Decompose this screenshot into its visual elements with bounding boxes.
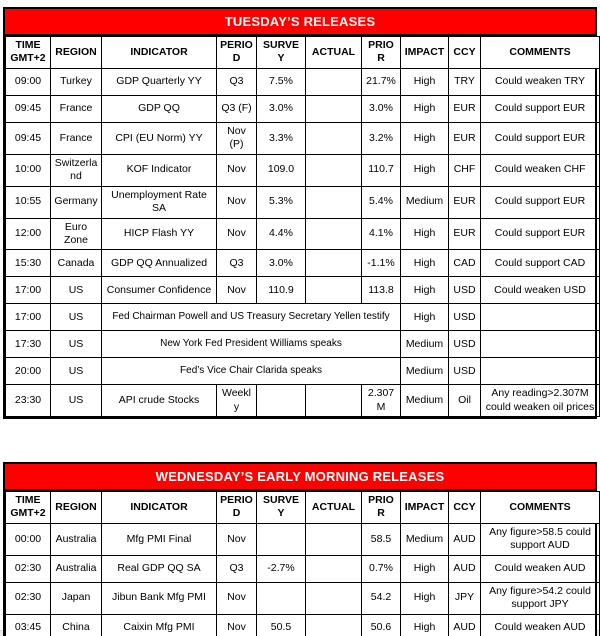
column-header-prior: PRIOR bbox=[362, 37, 401, 69]
cell-prior: 58.5 bbox=[362, 523, 401, 555]
cell-region: Germany bbox=[51, 186, 102, 218]
cell-ccy: AUD bbox=[449, 614, 481, 636]
cell-indicator: GDP Quarterly YY bbox=[102, 68, 217, 95]
cell-time: 00:00 bbox=[6, 523, 51, 555]
cell-period: Nov bbox=[217, 154, 257, 186]
cell-prior: 21.7% bbox=[362, 68, 401, 95]
tuesday-banner-title: TUESDAY’S RELEASES bbox=[224, 14, 376, 29]
cell-indicator: New York Fed President Williams speaks bbox=[102, 331, 401, 358]
cell-impact: High bbox=[401, 555, 449, 582]
table-row bbox=[6, 614, 600, 636]
cell-region: Switzerland bbox=[51, 154, 102, 186]
cell-period: Nov bbox=[217, 277, 257, 304]
cell-ccy: AUD bbox=[449, 523, 481, 555]
cell-time: 15:30 bbox=[6, 250, 51, 277]
cell-survey: 3.0% bbox=[257, 250, 306, 277]
cell-indicator: HICP Flash YY bbox=[102, 218, 217, 250]
cell-actual bbox=[306, 250, 362, 277]
cell-region: Turkey bbox=[51, 68, 102, 95]
table-row bbox=[6, 186, 600, 218]
cell-indicator: Real GDP QQ SA bbox=[102, 555, 217, 582]
cell-region: US bbox=[51, 277, 102, 304]
cell-prior: 110.7 bbox=[362, 154, 401, 186]
column-header-actual: ACTUAL bbox=[306, 492, 362, 524]
cell-actual bbox=[306, 154, 362, 186]
cell-actual bbox=[306, 277, 362, 304]
cell-ccy: USD bbox=[449, 277, 481, 304]
cell-region: Euro Zone bbox=[51, 218, 102, 250]
cell-survey: 5.3% bbox=[257, 186, 306, 218]
cell-period: Q3 bbox=[217, 555, 257, 582]
cell-impact: Medium bbox=[401, 358, 449, 385]
table-row bbox=[6, 95, 600, 122]
column-header-row bbox=[6, 492, 600, 524]
table-row bbox=[6, 250, 600, 277]
column-header-indicator: INDICATOR bbox=[102, 492, 217, 524]
column-header-ccy: CCY bbox=[449, 37, 481, 69]
cell-time: 23:30 bbox=[6, 385, 51, 417]
cell-indicator: API crude Stocks bbox=[102, 385, 217, 417]
cell-ccy: EUR bbox=[449, 122, 481, 154]
cell-time: 02:30 bbox=[6, 582, 51, 614]
column-header-region: REGION bbox=[51, 492, 102, 524]
cell-actual bbox=[306, 582, 362, 614]
table-row bbox=[6, 385, 600, 417]
cell-actual bbox=[306, 523, 362, 555]
cell-comments: Could support EUR bbox=[481, 186, 600, 218]
cell-region: Canada bbox=[51, 250, 102, 277]
cell-ccy: USD bbox=[449, 358, 481, 385]
cell-indicator: Jibun Bank Mfg PMI bbox=[102, 582, 217, 614]
cell-region: Australia bbox=[51, 523, 102, 555]
cell-impact: High bbox=[401, 277, 449, 304]
cell-prior: 2.307M bbox=[362, 385, 401, 417]
cell-actual bbox=[306, 385, 362, 417]
table-row bbox=[6, 122, 600, 154]
column-header-actual: ACTUAL bbox=[306, 37, 362, 69]
cell-ccy: EUR bbox=[449, 218, 481, 250]
cell-survey: 110.9 bbox=[257, 277, 306, 304]
cell-impact: Medium bbox=[401, 186, 449, 218]
cell-ccy: Oil bbox=[449, 385, 481, 417]
column-header-survey: SURVEY bbox=[257, 492, 306, 524]
cell-impact: High bbox=[401, 582, 449, 614]
cell-period: Nov bbox=[217, 218, 257, 250]
cell-region: US bbox=[51, 304, 102, 331]
cell-region: France bbox=[51, 95, 102, 122]
cell-comments: Could support EUR bbox=[481, 122, 600, 154]
wednesday-releases-table bbox=[5, 491, 600, 636]
wednesday-banner bbox=[5, 464, 595, 491]
cell-region: US bbox=[51, 358, 102, 385]
cell-survey: 4.4% bbox=[257, 218, 306, 250]
tuesday-banner bbox=[5, 9, 595, 36]
column-header-comments: COMMENTS bbox=[481, 37, 600, 69]
cell-actual bbox=[306, 68, 362, 95]
cell-period: Nov (P) bbox=[217, 122, 257, 154]
cell-time: 09:45 bbox=[6, 122, 51, 154]
cell-prior: 4.1% bbox=[362, 218, 401, 250]
table-row bbox=[6, 68, 600, 95]
cell-time: 10:55 bbox=[6, 186, 51, 218]
cell-indicator: Fed’s Vice Chair Clarida speaks bbox=[102, 358, 401, 385]
cell-prior: -1.1% bbox=[362, 250, 401, 277]
cell-survey: 7.5% bbox=[257, 68, 306, 95]
cell-period: Weekly bbox=[217, 385, 257, 417]
cell-prior: 3.0% bbox=[362, 95, 401, 122]
table-row bbox=[6, 154, 600, 186]
cell-impact: High bbox=[401, 95, 449, 122]
cell-ccy: JPY bbox=[449, 582, 481, 614]
table-row bbox=[6, 218, 600, 250]
cell-comments: Could support CAD bbox=[481, 250, 600, 277]
cell-survey: 3.3% bbox=[257, 122, 306, 154]
cell-time: 17:30 bbox=[6, 331, 51, 358]
cell-impact: High bbox=[401, 154, 449, 186]
cell-indicator: GDP QQ bbox=[102, 95, 217, 122]
cell-comments: Any reading>2.307M could weaken oil prices bbox=[481, 385, 600, 417]
table-row bbox=[6, 582, 600, 614]
cell-comments: Could weaken TRY bbox=[481, 68, 600, 95]
table-row bbox=[6, 523, 600, 555]
cell-survey bbox=[257, 582, 306, 614]
cell-actual bbox=[306, 95, 362, 122]
cell-comments: Could weaken AUD bbox=[481, 614, 600, 636]
column-header-impact: IMPACT bbox=[401, 492, 449, 524]
cell-comments: Could support EUR bbox=[481, 218, 600, 250]
cell-prior: 54.2 bbox=[362, 582, 401, 614]
column-header-prior: PRIOR bbox=[362, 492, 401, 524]
table-row bbox=[6, 555, 600, 582]
column-header-time: TIME GMT+2 bbox=[6, 37, 51, 69]
cell-period: Q3 bbox=[217, 250, 257, 277]
cell-ccy: TRY bbox=[449, 68, 481, 95]
cell-time: 10:00 bbox=[6, 154, 51, 186]
cell-comments: Any figure>54.2 could support JPY bbox=[481, 582, 600, 614]
cell-impact: High bbox=[401, 614, 449, 636]
cell-ccy: AUD bbox=[449, 555, 481, 582]
column-header-indicator: INDICATOR bbox=[102, 37, 217, 69]
cell-ccy: CAD bbox=[449, 250, 481, 277]
cell-region: US bbox=[51, 385, 102, 417]
cell-comments: Could weaken USD bbox=[481, 277, 600, 304]
cell-survey: 50.5 bbox=[257, 614, 306, 636]
column-header-impact: IMPACT bbox=[401, 37, 449, 69]
cell-impact: Medium bbox=[401, 523, 449, 555]
column-header-period: PERIOD bbox=[217, 492, 257, 524]
cell-comments bbox=[481, 358, 600, 385]
cell-prior: 3.2% bbox=[362, 122, 401, 154]
cell-ccy: USD bbox=[449, 304, 481, 331]
cell-indicator: KOF Indicator bbox=[102, 154, 217, 186]
cell-impact: High bbox=[401, 304, 449, 331]
cell-comments: Could weaken CHF bbox=[481, 154, 600, 186]
cell-indicator: Unemployment Rate SA bbox=[102, 186, 217, 218]
cell-actual bbox=[306, 555, 362, 582]
cell-period: Q3 (F) bbox=[217, 95, 257, 122]
cell-time: 12:00 bbox=[6, 218, 51, 250]
cell-comments bbox=[481, 304, 600, 331]
table-row bbox=[6, 304, 600, 331]
cell-comments bbox=[481, 331, 600, 358]
cell-ccy: USD bbox=[449, 331, 481, 358]
cell-survey: -2.7% bbox=[257, 555, 306, 582]
cell-time: 09:45 bbox=[6, 95, 51, 122]
tuesday-releases-table bbox=[5, 36, 600, 417]
cell-prior: 50.6 bbox=[362, 614, 401, 636]
cell-actual bbox=[306, 122, 362, 154]
cell-prior: 5.4% bbox=[362, 186, 401, 218]
cell-indicator: Fed Chairman Powell and US Treasury Secretary Yellen testify bbox=[102, 304, 401, 331]
table-row bbox=[6, 358, 600, 385]
cell-ccy: CHF bbox=[449, 154, 481, 186]
cell-region: France bbox=[51, 122, 102, 154]
column-header-survey: SURVEY bbox=[257, 37, 306, 69]
cell-indicator: Caixin Mfg PMI bbox=[102, 614, 217, 636]
cell-impact: High bbox=[401, 250, 449, 277]
cell-region: Australia bbox=[51, 555, 102, 582]
cell-survey: 3.0% bbox=[257, 95, 306, 122]
cell-prior: 113.8 bbox=[362, 277, 401, 304]
cell-impact: High bbox=[401, 68, 449, 95]
cell-time: 20:00 bbox=[6, 358, 51, 385]
cell-indicator: Mfg PMI Final bbox=[102, 523, 217, 555]
cell-indicator: CPI (EU Norm) YY bbox=[102, 122, 217, 154]
cell-impact: High bbox=[401, 218, 449, 250]
tuesday-releases-section bbox=[3, 7, 597, 419]
cell-time: 17:00 bbox=[6, 277, 51, 304]
cell-time: 02:30 bbox=[6, 555, 51, 582]
column-header-time: TIME GMT+2 bbox=[6, 492, 51, 524]
wednesday-releases-section bbox=[3, 462, 597, 636]
wednesday-banner-title: WEDNESDAY’S EARLY MORNING RELEASES bbox=[155, 469, 445, 484]
cell-region: US bbox=[51, 331, 102, 358]
cell-actual bbox=[306, 614, 362, 636]
cell-period: Nov bbox=[217, 186, 257, 218]
cell-period: Nov bbox=[217, 582, 257, 614]
cell-region: Japan bbox=[51, 582, 102, 614]
cell-time: 03:45 bbox=[6, 614, 51, 636]
cell-period: Q3 bbox=[217, 68, 257, 95]
cell-impact: Medium bbox=[401, 385, 449, 417]
cell-survey bbox=[257, 523, 306, 555]
cell-region: China bbox=[51, 614, 102, 636]
cell-impact: High bbox=[401, 122, 449, 154]
cell-time: 09:00 bbox=[6, 68, 51, 95]
cell-actual bbox=[306, 218, 362, 250]
column-header-ccy: CCY bbox=[449, 492, 481, 524]
cell-ccy: EUR bbox=[449, 186, 481, 218]
cell-impact: Medium bbox=[401, 331, 449, 358]
cell-comments: Could weaken AUD bbox=[481, 555, 600, 582]
cell-period: Nov bbox=[217, 614, 257, 636]
cell-survey bbox=[257, 385, 306, 417]
cell-ccy: EUR bbox=[449, 95, 481, 122]
column-header-comments: COMMENTS bbox=[481, 492, 600, 524]
cell-period: Nov bbox=[217, 523, 257, 555]
column-header-row bbox=[6, 37, 600, 69]
cell-indicator: GDP QQ Annualized bbox=[102, 250, 217, 277]
cell-time: 17:00 bbox=[6, 304, 51, 331]
cell-actual bbox=[306, 186, 362, 218]
column-header-period: PERIOD bbox=[217, 37, 257, 69]
cell-comments: Could support EUR bbox=[481, 95, 600, 122]
table-row bbox=[6, 331, 600, 358]
table-row bbox=[6, 277, 600, 304]
cell-prior: 0.7% bbox=[362, 555, 401, 582]
cell-comments: Any figure>58.5 could support AUD bbox=[481, 523, 600, 555]
cell-survey: 109.0 bbox=[257, 154, 306, 186]
cell-indicator: Consumer Confidence bbox=[102, 277, 217, 304]
column-header-region: REGION bbox=[51, 37, 102, 69]
